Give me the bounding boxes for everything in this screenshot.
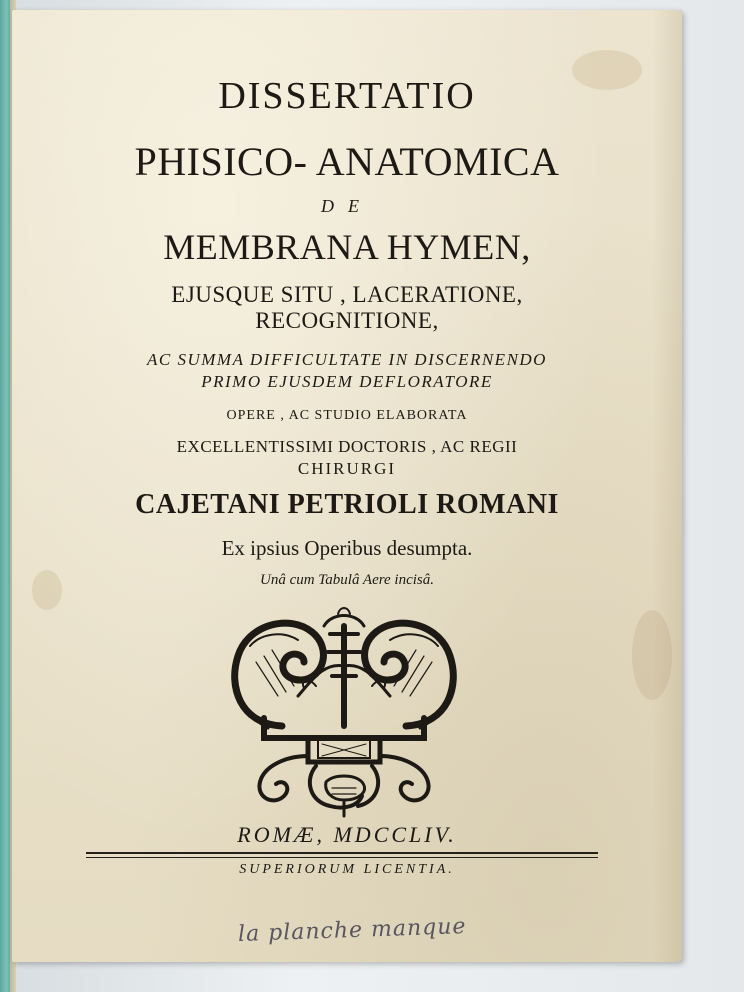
imprint-line: ROMÆ, MDCCLIV. [237, 822, 457, 847]
title-line-de: DE [321, 196, 373, 216]
title-line-phisico-anatomica: PHISICO- ANATOMICA [134, 139, 560, 184]
pencil-annotation: la planche manque [237, 914, 467, 947]
subtitle-line-difficultate: AC SUMMA DIFFICULTATE IN DISCERNENDO [147, 350, 547, 369]
subtitle-line-defloratore: PRIMO EJUSDEM DEFLORATORE [201, 372, 493, 391]
source-line: Ex ipsius Operibus desumpta. [221, 536, 473, 560]
author-name: CAJETANI PETRIOLI ROMANI [135, 489, 559, 520]
subtitle-line-recognitione: RECOGNITIONE, [255, 308, 439, 333]
foxing-stain [632, 610, 672, 700]
author-title-chirurgi: CHIRURGI [297, 459, 397, 478]
plate-note: Unâ cum Tabulâ Aere incisâ. [259, 572, 435, 588]
title-page [12, 10, 682, 962]
subtitle-line-situ: EJUSQUE SITU , LACERATIONE, [171, 282, 523, 307]
licence-line: SUPERIORUM LICENTIA. [239, 862, 455, 877]
title-line-membrana-hymen: MEMBRANA HYMEN, [163, 227, 531, 267]
printers-ornament-icon [220, 606, 468, 818]
author-title-line: EXCELLENTISSIMI DOCTORIS , AC REGII [176, 437, 518, 456]
subtitle-line-elaborata: OPERE , AC STUDIO ELABORATA [226, 408, 468, 423]
title-line-dissertatio: DISSERTATIO [218, 75, 476, 117]
double-rule-bottom [86, 857, 598, 858]
double-rule-top [86, 852, 598, 854]
